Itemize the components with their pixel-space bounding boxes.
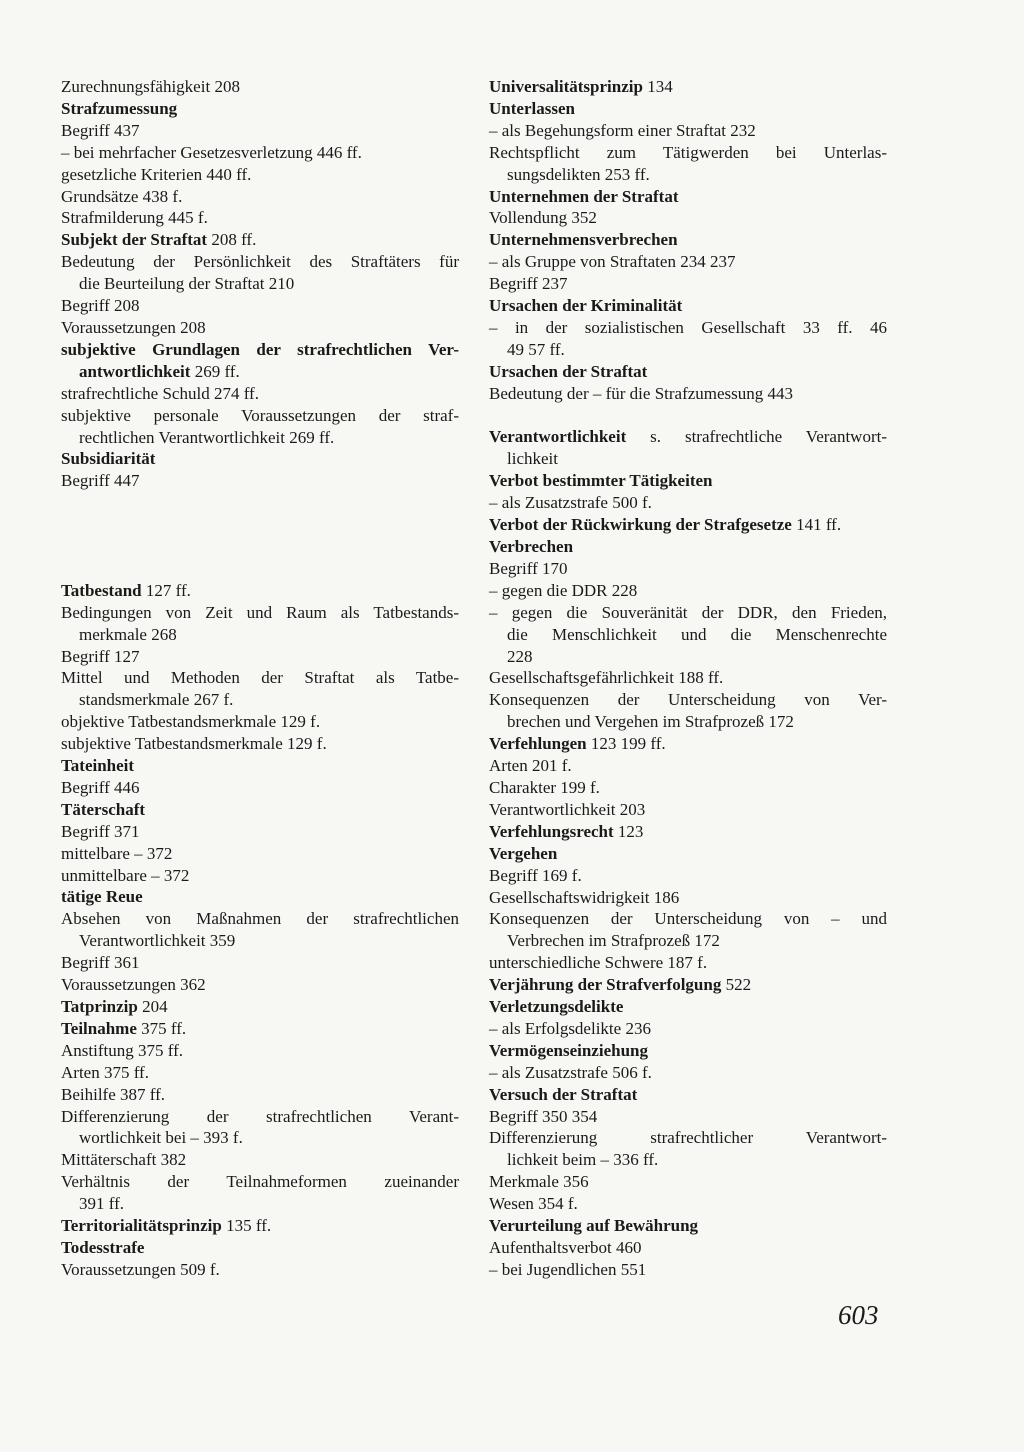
index-entry (489, 689, 887, 711)
index-text: 135 ff. (221, 1216, 272, 1236)
index-text: Absehen von Maßnahmen der strafrechtlichen (61, 909, 459, 929)
index-entry (489, 142, 887, 164)
index-entry (489, 295, 887, 317)
index-entry (489, 755, 887, 777)
index-text: Gesellschaftswidrigkeit 186 (489, 887, 680, 907)
index-entry-continuation (61, 689, 459, 711)
index-text: lichkeit (507, 449, 558, 469)
index-text: Mittäterschaft 382 (61, 1150, 187, 1170)
index-text: Begriff 447 (61, 471, 140, 491)
index-entry (489, 821, 887, 843)
index-text: Begriff 446 (61, 777, 140, 797)
index-entry (61, 448, 459, 470)
index-entry (61, 76, 459, 98)
index-term: Verantwortlichkeit (489, 427, 627, 447)
index-text: 391 ff. (79, 1194, 125, 1214)
index-term: Vergehen (489, 843, 558, 863)
index-text: 204 (137, 997, 168, 1016)
index-entry (489, 1040, 887, 1062)
index-entry (61, 908, 459, 930)
index-text: die Beurteilung der Straftat 210 (79, 274, 295, 294)
index-entry (61, 996, 459, 1018)
index-entry (61, 186, 459, 208)
index-term: Strafzumessung (61, 98, 178, 118)
index-term: Territorialitätsprinzip (61, 1216, 222, 1236)
index-term: Verbot bestimmter Tätigkeiten (489, 471, 713, 491)
index-text: 375 ff. (136, 1018, 187, 1038)
index-entry (489, 1171, 887, 1193)
index-entry (489, 1127, 887, 1149)
index-term: Unternehmen der Straftat (489, 186, 679, 206)
index-entry-continuation (489, 339, 887, 361)
index-text: Mittel und Methoden der Straftat als Tatbe- (61, 668, 459, 688)
index-text: Bedeutung der Persönlichkeit des Straftäters für (61, 252, 459, 272)
index-entry (61, 98, 459, 120)
blank-line (61, 536, 459, 558)
index-term: Todesstrafe (61, 1237, 145, 1257)
index-text: Bedingungen von Zeit und Raum als Tatbestands- (61, 602, 459, 622)
index-text: Verbrechen im Strafprozeß 172 (507, 931, 720, 951)
index-entry-continuation (61, 361, 459, 383)
index-text: 228 (507, 646, 533, 666)
index-entry (489, 1259, 887, 1281)
index-entry (61, 1149, 459, 1171)
index-text: 123 199 ff. (586, 734, 666, 754)
index-entry (489, 843, 887, 865)
index-entry-continuation (489, 1149, 887, 1171)
index-term: Subjekt der Straftat (61, 230, 208, 250)
index-entry (489, 207, 887, 229)
index-column-left (61, 76, 459, 1281)
index-entry (489, 470, 887, 492)
index-text: subjektive personale Voraussetzungen der straf- (61, 405, 459, 425)
index-entry-continuation (61, 1127, 459, 1149)
index-text: 127 ff. (141, 580, 191, 600)
index-text: Differenzierung der strafrechtlichen Verant- (61, 1106, 459, 1126)
index-text: Grundsätze 438 f. (61, 186, 183, 206)
index-term: Verurteilung auf Bewährung (489, 1216, 699, 1236)
index-entry (489, 492, 887, 514)
index-text: strafrechtliche Schuld 274 ff. (61, 383, 259, 403)
index-text: – als Zusatzstrafe 500 f. (489, 493, 652, 513)
index-text: – als Begehungsform einer Straftat 232 (489, 120, 756, 140)
index-text: Verhältnis der Teilnahmeformen zueinander (61, 1172, 459, 1192)
index-entry (489, 996, 887, 1018)
index-entry (489, 777, 887, 799)
index-text: Anstiftung 375 ff. (61, 1040, 183, 1060)
index-entry (61, 821, 459, 843)
index-entry (489, 76, 887, 98)
index-entry (489, 580, 887, 602)
index-entry-continuation (61, 930, 459, 952)
index-entry-continuation (489, 930, 887, 952)
index-text: mittelbare – 372 (61, 843, 173, 863)
index-entry (61, 317, 459, 339)
index-entry (489, 733, 887, 755)
index-text: Begriff 127 (61, 646, 140, 666)
index-text: rechtlichen Verantwortlichkeit 269 ff. (79, 427, 335, 447)
index-text: merkmale 268 (79, 624, 177, 644)
index-entry (61, 646, 459, 668)
index-text: Voraussetzungen 362 (61, 975, 206, 995)
index-entry (61, 799, 459, 821)
index-term: tätige Reue (61, 887, 143, 907)
index-text: Begriff 208 (61, 296, 140, 316)
index-entry (489, 273, 887, 295)
index-entry-continuation (489, 711, 887, 733)
index-text: Strafmilderung 445 f. (61, 208, 208, 228)
page-number: 603 (838, 1300, 879, 1330)
index-entry (489, 1193, 887, 1215)
index-entry (61, 405, 459, 427)
index-entry (61, 229, 459, 251)
index-term: Versuch der Straftat (489, 1084, 638, 1104)
index-entry-continuation (489, 164, 887, 186)
index-entry (61, 711, 459, 733)
index-entry (489, 361, 887, 383)
index-text: subjektive Tatbestandsmerkmale 129 f. (61, 734, 327, 754)
index-entry (61, 1084, 459, 1106)
index-entry (61, 251, 459, 273)
index-text: 123 (613, 821, 644, 841)
index-text: Begriff 170 (489, 558, 568, 578)
index-entry (61, 1018, 459, 1040)
index-entry (61, 1171, 459, 1193)
index-text: 134 (642, 77, 673, 96)
index-text: – als Gruppe von Straftaten 234 237 (489, 252, 736, 272)
index-term: Vermögenseinziehung (489, 1040, 648, 1060)
index-entry (489, 383, 887, 405)
index-entry (489, 667, 887, 689)
index-text: – in der sozialistischen Gesellschaft 33 ff. 46 (489, 317, 887, 337)
index-text: brechen und Vergehen im Strafprozeß 172 (507, 712, 794, 732)
index-entry-continuation (489, 646, 887, 668)
index-entry (61, 120, 459, 142)
index-text: wortlichkeit bei – 393 f. (79, 1128, 243, 1148)
index-text: Begriff 437 (61, 120, 140, 140)
index-text: Begriff 350 354 (489, 1106, 598, 1126)
index-term: Verfehlungen (489, 734, 587, 754)
index-entry (489, 98, 887, 120)
index-entry (61, 952, 459, 974)
index-entry (61, 164, 459, 186)
index-entry (61, 733, 459, 755)
index-text: Voraussetzungen 208 (61, 317, 206, 337)
index-text: Verantwortlichkeit 359 (79, 931, 236, 951)
index-entry (489, 1215, 887, 1237)
index-entry (489, 952, 887, 974)
index-entry (61, 755, 459, 777)
index-entry (489, 558, 887, 580)
index-entry (61, 1062, 459, 1084)
index-entry-continuation (61, 273, 459, 295)
index-entry (61, 602, 459, 624)
index-entry (489, 865, 887, 887)
index-entry (61, 1237, 459, 1259)
index-text: Arten 375 ff. (61, 1062, 149, 1082)
blank-line (61, 514, 459, 536)
index-text: – als Zusatzstrafe 506 f. (489, 1062, 652, 1082)
index-entry (61, 1106, 459, 1128)
index-entry-continuation (489, 624, 887, 646)
blank-line (489, 405, 887, 427)
index-term: Täterschaft (61, 799, 146, 819)
index-term: antwortlichkeit (79, 361, 191, 381)
index-text: – bei Jugendlichen 551 (489, 1259, 647, 1279)
index-term: Verjährung der Strafverfolgung (489, 975, 722, 995)
index-term: Unterlassen (489, 98, 575, 118)
index-entry (61, 1215, 459, 1237)
index-text: lichkeit beim – 336 ff. (507, 1150, 659, 1170)
index-text: s. strafrechtliche Verantwort- (626, 427, 887, 447)
index-term: Universalitätsprinzip (489, 77, 643, 96)
index-entry (61, 339, 459, 361)
index-entry (489, 1084, 887, 1106)
index-entry (489, 1018, 887, 1040)
index-entry (61, 383, 459, 405)
index-entry (61, 843, 459, 865)
index-text: – gegen die DDR 228 (489, 580, 638, 600)
index-text: Verantwortlichkeit 203 (489, 799, 646, 819)
index-text: Arten 201 f. (489, 756, 572, 776)
index-entry-continuation (61, 624, 459, 646)
index-text: 141 ff. (791, 515, 842, 535)
index-entry (489, 1237, 887, 1259)
index-entry (489, 251, 887, 273)
index-text: unterschiedliche Schwere 187 f. (489, 953, 708, 973)
index-entry (489, 229, 887, 251)
index-entry (61, 886, 459, 908)
index-term: Verletzungsdelikte (489, 997, 624, 1017)
index-entry (489, 536, 887, 558)
index-text: Begriff 169 f. (489, 865, 582, 885)
index-text: 522 (721, 975, 752, 995)
index-column-right (489, 76, 887, 1281)
index-text: Aufenthaltsverbot 460 (489, 1238, 642, 1258)
index-entry (489, 1062, 887, 1084)
index-entry (61, 777, 459, 799)
index-text: gesetzliche Kriterien 440 ff. (61, 164, 252, 184)
index-text: die Menschlichkeit und die Menschenrechte (507, 624, 887, 644)
index-entry (489, 908, 887, 930)
index-term: Teilnahme (61, 1018, 137, 1038)
index-text: Merkmale 356 (489, 1172, 589, 1192)
index-text: Gesellschaftsgefährlichkeit 188 ff. (489, 668, 724, 688)
index-text: – gegen die Souveränität der DDR, den Frieden, (489, 602, 887, 622)
index-entry (61, 207, 459, 229)
index-text: Wesen 354 f. (489, 1194, 578, 1214)
index-entry (489, 426, 887, 448)
index-term: Verfehlungsrecht (489, 821, 614, 841)
index-text: objektive Tatbestandsmerkmale 129 f. (61, 712, 321, 732)
index-text: Differenzierung strafrechtlicher Verantwort- (489, 1128, 887, 1148)
index-entry (489, 1106, 887, 1128)
index-entry (61, 580, 459, 602)
index-text: – bei mehrfacher Gesetzesverletzung 446 ff. (61, 142, 362, 162)
index-text: Konsequenzen der Unterscheidung von – und (489, 909, 887, 929)
blank-line (61, 492, 459, 514)
index-text: Beihilfe 387 ff. (61, 1084, 166, 1104)
index-term: Tatprinzip (61, 997, 138, 1016)
index-text: Rechtspflicht zum Tätigwerden bei Unterlas- (489, 142, 887, 162)
index-text: Begriff 371 (61, 821, 140, 841)
index-entry (489, 887, 887, 909)
index-text: Charakter 199 f. (489, 777, 600, 797)
index-text: Begriff 361 (61, 953, 140, 973)
index-text: Konsequenzen der Unterscheidung von Ver- (489, 690, 887, 710)
index-entry (489, 317, 887, 339)
index-text: – als Erfolgsdelikte 236 (489, 1018, 651, 1038)
index-text: Voraussetzungen 509 f. (61, 1259, 220, 1279)
index-entry (61, 1040, 459, 1062)
index-entry (489, 602, 887, 624)
index-entry-continuation (61, 427, 459, 449)
index-entry (489, 799, 887, 821)
index-term: Verbot der Rückwirkung der Strafgesetze (489, 515, 792, 535)
index-term: Tateinheit (61, 756, 135, 776)
index-entry (489, 120, 887, 142)
index-text: 208 ff. (207, 230, 257, 250)
index-entry (61, 974, 459, 996)
index-text: sungsdelikten 253 ff. (507, 164, 650, 184)
index-entry (489, 974, 887, 996)
index-term: Ursachen der Straftat (489, 361, 648, 381)
index-entry (489, 514, 887, 536)
index-entry (61, 470, 459, 492)
index-term: Unternehmensverbrechen (489, 230, 678, 250)
index-entry-continuation (489, 448, 887, 470)
index-entry (61, 1259, 459, 1281)
index-term: Verbrechen (489, 537, 574, 557)
index-text: unmittelbare – 372 (61, 865, 190, 885)
index-entry (61, 142, 459, 164)
index-term: Tatbestand (61, 580, 142, 600)
index-text: Begriff 237 (489, 274, 568, 294)
index-entry (61, 667, 459, 689)
index-term: Ursachen der Kriminalität (489, 296, 683, 316)
index-entry (61, 865, 459, 887)
index-text: 208 (210, 77, 240, 96)
index-term: Subsidiarität (61, 449, 156, 469)
index-entry-continuation (61, 1193, 459, 1215)
index-term: subjektive Grundlagen der strafrechtlichen Ver- (61, 339, 459, 359)
index-text: Vollendung 352 (489, 208, 597, 228)
index-text: 49 57 ff. (507, 339, 565, 359)
index-text: 269 ff. (190, 361, 240, 381)
index-entry (489, 186, 887, 208)
index-text: standsmerkmale 267 f. (79, 690, 234, 710)
index-text: Zurechnungsfähigkeit (61, 77, 211, 96)
blank-line (61, 558, 459, 580)
index-text: Bedeutung der – für die Strafzumessung 443 (489, 383, 794, 403)
index-entry (61, 295, 459, 317)
